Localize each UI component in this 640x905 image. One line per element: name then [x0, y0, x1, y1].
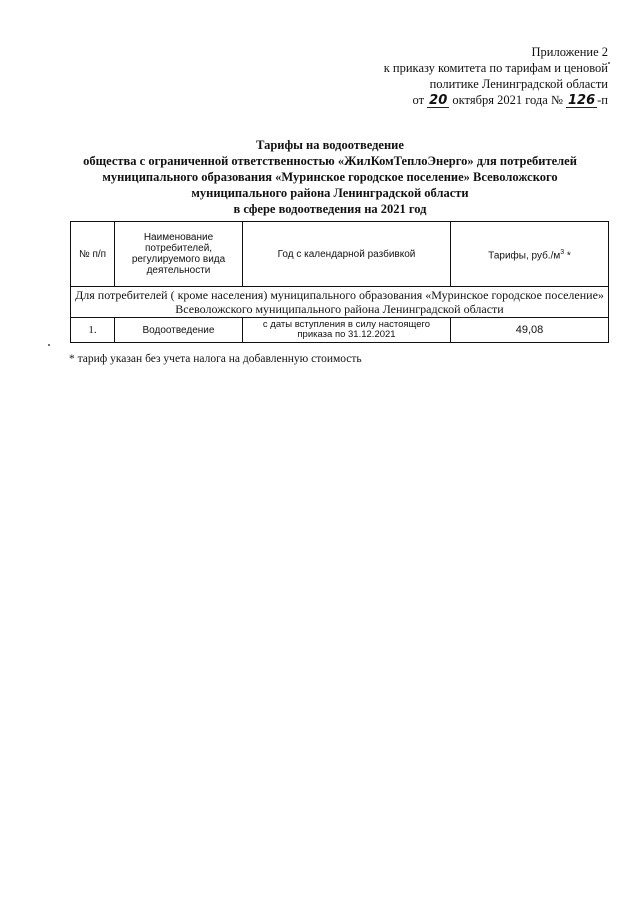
- date-rest: октября 2021 года №: [452, 93, 563, 107]
- header-num: № п/п: [71, 222, 115, 287]
- header-name: Наименование потребителей, регулируемого вида деятельности: [115, 222, 243, 287]
- title-line-1: Тарифы на водоотведение: [256, 138, 404, 152]
- header-tariff-mark: *: [564, 250, 571, 262]
- cell-name: Водоотведение: [115, 318, 243, 343]
- group-cell: [71, 287, 609, 318]
- header-tariff: [451, 222, 609, 287]
- cell-tariff: 49,08: [451, 318, 609, 343]
- group-line-1: Для потребителей ( кроме населения) муниципального образования «Муринское городское поселение»: [75, 288, 604, 302]
- header-tariff-text: Тарифы, руб./м: [488, 250, 561, 262]
- cell-period: с даты вступления в силу настоящего приказа по 31.12.2021: [243, 318, 451, 343]
- footnote: * тариф указан без учета налога на добавленную стоимость: [69, 353, 362, 365]
- table-group-row: [71, 287, 609, 318]
- handwritten-order-number: 126: [568, 93, 596, 108]
- group-line-2: Всеволожского муниципального района Ленинградской области: [175, 302, 504, 316]
- header-tariff-sup: 3: [560, 248, 565, 256]
- cell-num: 1.: [71, 318, 115, 343]
- table-row: [71, 318, 609, 343]
- tariff-table: [70, 221, 609, 343]
- appendix-title: Приложение 2: [531, 45, 608, 59]
- table-header-row: [71, 222, 609, 287]
- title-line-4: муниципального района Ленинградской области: [191, 186, 469, 200]
- scan-speck: [48, 344, 50, 346]
- scan-speck: [608, 62, 610, 64]
- handwritten-day: 20: [429, 93, 448, 108]
- title-line-5: в сфере водоотведения на 2021 год: [233, 202, 427, 216]
- title-line-2: общества с ограниченной ответственностью «ЖилКомТеплоЭнерго» для потребителей: [83, 154, 577, 168]
- title-line-3: муниципального образования «Муринское городское поселение» Всеволожского: [102, 170, 558, 184]
- appendix-date-line: [368, 92, 608, 108]
- header-period: Год с календарной разбивкой: [243, 222, 451, 287]
- order-suffix: -п: [597, 93, 608, 107]
- document-title: [60, 137, 600, 217]
- appendix-committee: политике Ленинградской области: [429, 77, 608, 91]
- appendix-block: [368, 44, 608, 108]
- date-prefix: от: [412, 93, 425, 107]
- appendix-order-ref: к приказу комитета по тарифам и ценовой: [383, 61, 608, 75]
